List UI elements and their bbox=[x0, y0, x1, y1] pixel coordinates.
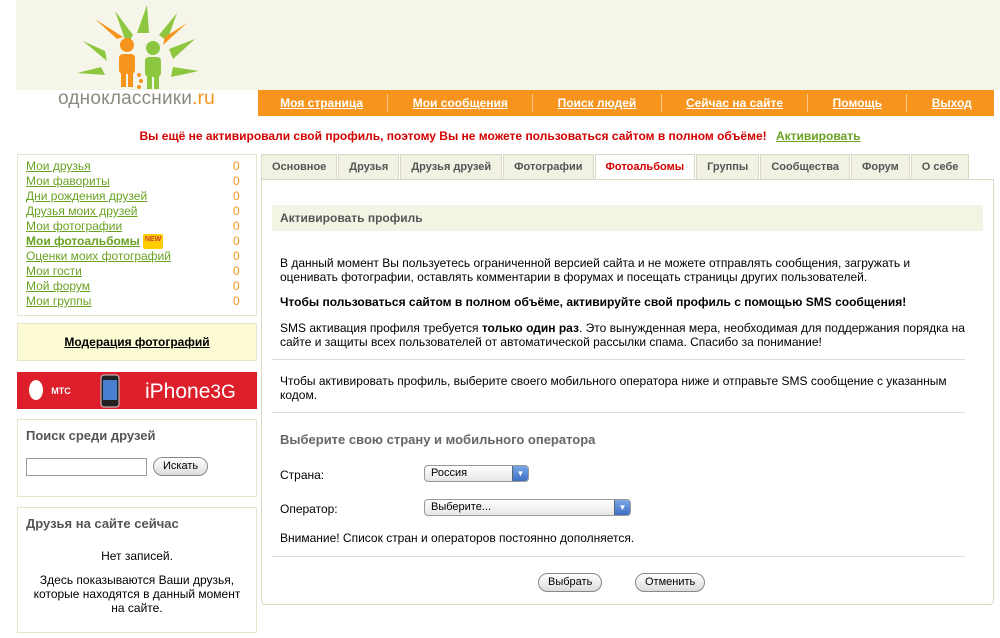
call-to-action-paragraph: Чтобы пользоваться сайтом в полном объёме, активируйте свой профиль с помощью SMS сообщения! bbox=[280, 295, 907, 309]
divider bbox=[272, 412, 965, 413]
divider bbox=[272, 556, 965, 557]
ad-brand: МТС bbox=[51, 386, 71, 396]
friend-search-panel bbox=[17, 419, 257, 497]
nav-people-search[interactable]: Поиск людей bbox=[557, 96, 637, 110]
country-label: Страна: bbox=[280, 468, 325, 482]
country-select-value: Россия bbox=[431, 467, 468, 479]
sidebar-item-birthdays bbox=[26, 189, 256, 204]
sidebar-count: 0 bbox=[233, 279, 240, 293]
sidebar-item-my-photos bbox=[26, 219, 256, 234]
sidebar-count: 0 bbox=[233, 189, 240, 203]
sidebar-link[interactable]: Мои группы bbox=[26, 294, 92, 308]
nav-separator bbox=[807, 94, 808, 112]
sidebar-count: 0 bbox=[233, 234, 240, 248]
divider bbox=[272, 359, 965, 360]
moderation-panel bbox=[17, 323, 257, 361]
nav-my-page[interactable]: Моя страница bbox=[280, 96, 364, 110]
sidebar-item-my-albums bbox=[26, 234, 256, 249]
country-select[interactable] bbox=[424, 465, 529, 482]
tab-albums[interactable]: Фотоальбомы bbox=[595, 154, 696, 180]
sidebar-count: 0 bbox=[233, 264, 240, 278]
sidebar-count: 0 bbox=[233, 219, 240, 233]
sidebar-link[interactable]: Мои фотоальбомы bbox=[26, 234, 140, 248]
tab-groups[interactable]: Группы bbox=[696, 154, 759, 180]
tab-friends-of-friends[interactable]: Друзья друзей bbox=[400, 154, 502, 180]
nav-separator bbox=[906, 94, 907, 112]
nav-separator bbox=[532, 94, 533, 112]
nav-online-now[interactable]: Сейчас на сайте bbox=[685, 96, 784, 110]
new-badge: NEW bbox=[143, 234, 163, 249]
sidebar-link[interactable]: Мои друзья bbox=[26, 159, 91, 173]
operator-select[interactable] bbox=[424, 499, 631, 516]
instruction-paragraph: Чтобы активировать профиль, выберите своего мобильного оператора ниже и отправьте SMS сообщение с указанным кодом. bbox=[280, 374, 947, 402]
main-content bbox=[261, 179, 994, 605]
chevron-down-icon: ▼ bbox=[512, 466, 528, 481]
cancel-button[interactable]: Отменить bbox=[635, 573, 705, 592]
top-navigation bbox=[258, 90, 994, 116]
sidebar-item-groups bbox=[26, 294, 256, 309]
nav-my-messages[interactable]: Мои сообщения bbox=[412, 96, 508, 110]
ad-product: iPhone3G bbox=[145, 380, 236, 403]
ad-banner-graphic bbox=[17, 372, 257, 409]
nav-separator bbox=[661, 94, 662, 112]
sidebar-link[interactable]: Мои гости bbox=[26, 264, 82, 278]
sidebar-item-guests bbox=[26, 264, 256, 279]
sidebar-count: 0 bbox=[233, 174, 240, 188]
nav-separator bbox=[387, 94, 388, 112]
friend-search-button[interactable]: Искать bbox=[153, 457, 208, 476]
tab-forum[interactable]: Форум bbox=[851, 154, 910, 180]
logo-people-icon bbox=[55, 5, 230, 90]
sidebar-count: 0 bbox=[233, 294, 240, 308]
online-friends-panel bbox=[17, 507, 257, 633]
warning-message: Вы ещё не активировали свой профиль, поэтому Вы не можете пользоваться сайтом в полном объёме! bbox=[139, 129, 767, 143]
sidebar-count: 0 bbox=[233, 159, 240, 173]
tab-friends[interactable]: Друзья bbox=[338, 154, 399, 180]
online-friends-title: Друзья на сайте сейчас bbox=[26, 516, 179, 531]
sidebar-link[interactable]: Мои фотографии bbox=[26, 219, 123, 233]
section-title: Активировать профиль bbox=[272, 205, 983, 231]
sidebar-count: 0 bbox=[233, 249, 240, 263]
sidebar-friends-panel bbox=[17, 154, 257, 316]
sidebar-item-forum bbox=[26, 279, 256, 294]
tab-about[interactable]: О себе bbox=[911, 154, 970, 180]
sidebar-item-favorites bbox=[26, 174, 256, 189]
operator-select-value: Выберите... bbox=[431, 501, 492, 513]
tab-main[interactable]: Основное bbox=[261, 154, 337, 180]
sidebar-link[interactable]: Мой форум bbox=[26, 279, 91, 293]
sidebar-item-photo-ratings bbox=[26, 249, 256, 264]
tab-photos[interactable]: Фотографии bbox=[503, 154, 593, 180]
online-description: Здесь показываются Ваши друзья, которые находятся в данный момент на сайте. bbox=[33, 573, 241, 615]
friend-search-input[interactable] bbox=[26, 458, 147, 476]
sidebar-item-friends-of-friends bbox=[26, 204, 256, 219]
sidebar-link[interactable]: Мои фавориты bbox=[26, 174, 110, 188]
select-button[interactable]: Выбрать bbox=[538, 573, 602, 592]
profile-tabs bbox=[261, 154, 970, 180]
operator-subheading: Выберите свою страну и мобильного оператора bbox=[280, 432, 596, 447]
photo-moderation-link[interactable]: Модерация фотографий bbox=[64, 335, 210, 349]
sms-info-paragraph: SMS активация профиля требуется только один раз. Это вынужденная мера, необходимая для поддержания порядка на сайте и защиты всех пользователей от автоматической рассылки спама. Спасибо за понимание! bbox=[280, 321, 965, 349]
sidebar-item-my-friends bbox=[26, 159, 256, 174]
friend-search-title: Поиск среди друзей bbox=[26, 428, 156, 443]
operator-label: Оператор: bbox=[280, 502, 338, 516]
sidebar-count: 0 bbox=[233, 204, 240, 218]
sidebar-link[interactable]: Друзья моих друзей bbox=[26, 204, 138, 218]
logo-text[interactable]: одноклассники.ru bbox=[58, 88, 215, 109]
activation-warning bbox=[0, 129, 1000, 143]
chevron-down-icon: ▼ bbox=[614, 500, 630, 515]
sidebar-link[interactable]: Оценки моих фотографий bbox=[26, 249, 171, 263]
activate-link[interactable]: Активировать bbox=[775, 129, 861, 143]
nav-help[interactable]: Помощь bbox=[832, 96, 883, 110]
sidebar-link[interactable]: Дни рождения друзей bbox=[26, 189, 148, 203]
ad-banner[interactable] bbox=[17, 372, 257, 409]
tab-communities[interactable]: Сообщества bbox=[760, 154, 850, 180]
nav-logout[interactable]: Выход bbox=[931, 96, 972, 110]
notice-text: Внимание! Список стран и операторов постоянно дополняется. bbox=[280, 531, 635, 545]
info-paragraph: В данный момент Вы пользуетесь ограниченной версией сайта и не можете отправлять сообщения, загружать и оценивать фотографии, оставлять комментарии в форумах и посещать страницы других пользователей. bbox=[280, 256, 911, 284]
online-empty-text: Нет записей. bbox=[101, 549, 173, 563]
